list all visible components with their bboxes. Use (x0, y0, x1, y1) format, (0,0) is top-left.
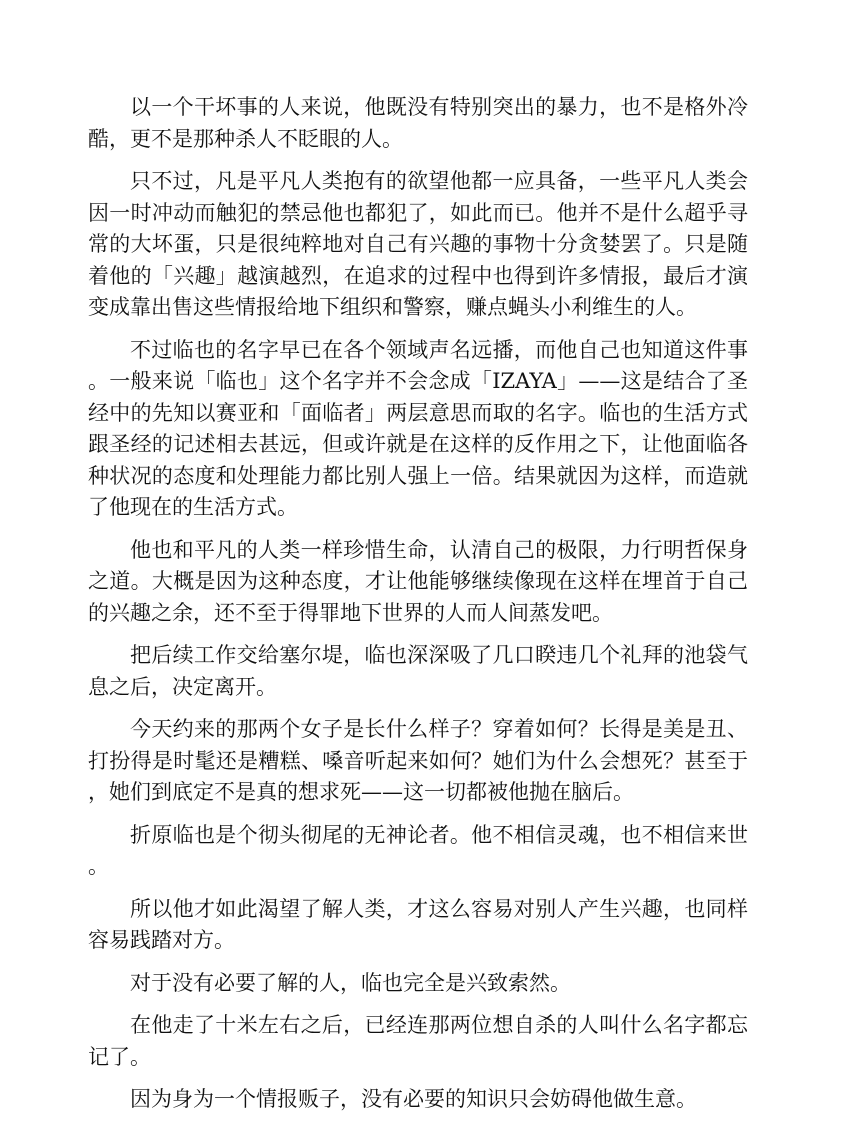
paragraph: 折原临也是个彻头彻尾的无神论者。他不相信灵魂，也不相信来世。 (88, 822, 748, 878)
paragraph: 只不过，凡是平凡人类抱有的欲望他都一应具备，一些平凡人类会因一时冲动而触犯的禁忌他也都犯了，如此而已。他并不是什么超乎寻常的大坏蛋，只是很纯粹地对自己有兴趣的事物十分贪婪罢了。只是随着他的「兴趣」越演越烈，在追求的过程中也得到许多情报，最后才演变成靠出售这些情报给地下组织和警察，赚点蝇头小利维生的人。 (88, 169, 748, 319)
paragraph: 他也和平凡的人类一样珍惜生命，认清自己的极限，力行明哲保身之道。大概是因为这种态度，才让他能够继续像现在这样在埋首于自己的兴趣之余，还不至于得罪地下世界的人而人间蒸发吧。 (88, 537, 748, 625)
paragraph: 对于没有必要了解的人，临也完全是兴致索然。 (130, 970, 571, 995)
document-body (88, 92, 748, 1127)
paragraph: 以一个干坏事的人来说，他既没有特别突出的暴力，也不是格外冷酷，更不是那种杀人不眨眼的人。 (88, 95, 748, 151)
paragraph: 把后续工作交给塞尔堤，临也深深吸了几口睽违几个礼拜的池袋气息之后，决定离开。 (88, 643, 748, 699)
paragraph: 所以他才如此渴望了解人类，才这么容易对别人产生兴趣，也同样容易践踏对方。 (88, 896, 748, 952)
paragraph: 今天约来的那两个女子是长什么样子？穿着如何？长得是美是丑、打扮得是时髦还是糟糕、嗓音听起来如何？她们为什么会想死？甚至于，她们到底定不是真的想求死——这一切都被他抛在脑后。 (88, 717, 748, 804)
paragraph: 在他走了十米左右之后，已经连那两位想自杀的人叫什么名字都忘记了。 (88, 1013, 748, 1069)
paragraph: 不过临也的名字早已在各个领域声名远播，而他自己也知道这件事。一般来说「临也」这个名字并不会念成「IZAYA」——这是结合了圣经中的先知以赛亚和「面临者」两层意思而取的名字。临也的生活方式跟圣经的记述相去甚远，但或许就是在这样的反作用之下，让他面临各种状况的态度和处理能力都比别人强上一倍。结果就因为这样，而造就了他现在的生活方式。 (88, 337, 748, 519)
paragraph: 因为身为一个情报贩子，没有必要的知识只会妨碍他做生意。 (130, 1087, 697, 1111)
